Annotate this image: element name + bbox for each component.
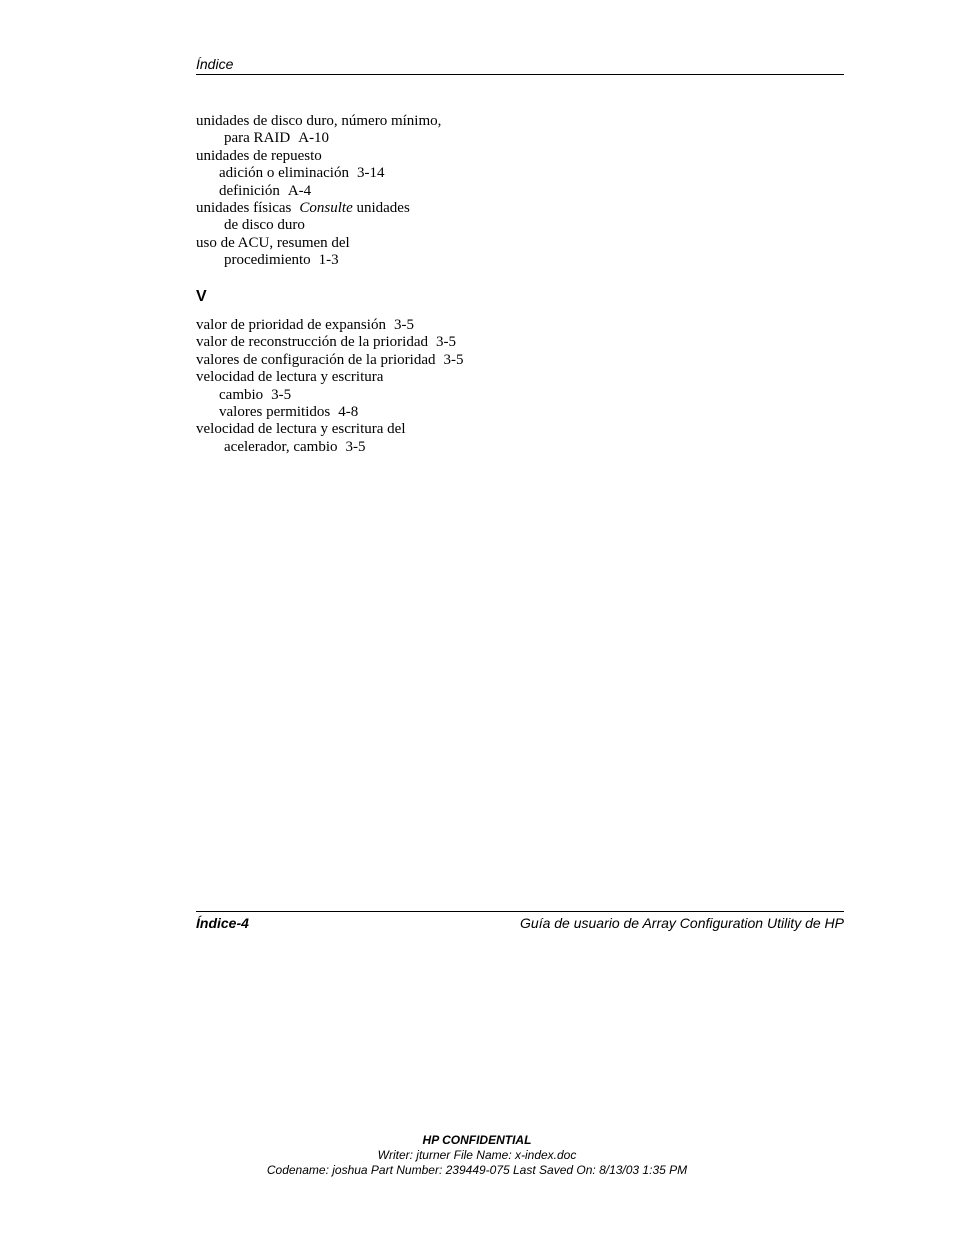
page-reference: 3-14 xyxy=(356,165,385,182)
entry-text: unidades de repuesto xyxy=(196,147,322,164)
footer-rule xyxy=(196,911,844,912)
index-entry xyxy=(196,352,464,369)
entry-text: procedimiento xyxy=(224,252,311,269)
entry-text: uso de ACU, resumen del xyxy=(196,234,350,251)
footer-guide-title: Guía de usuario de Array Configuration Utility de HP xyxy=(520,915,844,931)
index-entry xyxy=(196,369,464,386)
index-subentry xyxy=(196,404,464,421)
index-subentry xyxy=(196,165,441,182)
entry-text: velocidad de lectura y escritura del xyxy=(196,421,406,438)
entry-text: valor de reconstrucción de la prioridad xyxy=(196,334,428,351)
section-letter-v: V xyxy=(196,288,207,305)
page-reference: 4-8 xyxy=(338,404,359,421)
page-reference: 3-5 xyxy=(436,334,456,351)
entry-text: para RAID xyxy=(224,130,291,147)
index-entry xyxy=(196,235,441,252)
page-reference: 3-5 xyxy=(271,386,292,403)
index-entry-continuation xyxy=(196,439,464,456)
confidential-writer-line: Writer: jturner File Name: x-index.doc xyxy=(377,1148,577,1162)
entry-text: acelerador, cambio xyxy=(224,438,338,455)
index-entry xyxy=(196,148,441,165)
index-entry-continuation xyxy=(196,217,441,234)
entry-text: velocidad de lectura y escritura xyxy=(196,369,384,386)
index-entry-continuation xyxy=(196,130,441,147)
index-entry xyxy=(196,421,464,438)
page-reference: A-10 xyxy=(298,130,330,147)
entry-text: valor de prioridad de expansión xyxy=(196,317,386,333)
entry-text: cambio xyxy=(219,386,264,403)
index-entry xyxy=(196,113,441,130)
confidential-codename-line: Codename: joshua Part Number: 239449-075 Last Saved On: 8/13/03 1:35 PM xyxy=(266,1163,688,1177)
page-reference: 3-5 xyxy=(443,351,464,368)
index-entry xyxy=(196,317,464,334)
index-entry xyxy=(196,200,441,217)
page-reference: A-4 xyxy=(287,182,312,199)
index-entry xyxy=(196,334,464,351)
confidential-notice xyxy=(0,1133,954,1178)
confidential-title: HP CONFIDENTIAL xyxy=(422,1133,532,1147)
index-subentry xyxy=(196,387,464,404)
entry-text: valores permitidos xyxy=(219,404,331,421)
footer-page-label: Índice-4 xyxy=(196,915,249,931)
see-target: unidades xyxy=(356,200,410,217)
entry-text: valores de configuración de la prioridad xyxy=(196,351,436,368)
running-header-title: Índice xyxy=(196,56,234,72)
index-subentry xyxy=(196,183,441,200)
index-section-u xyxy=(196,113,441,270)
entry-text: definición xyxy=(219,182,280,199)
entry-text: unidades físicas xyxy=(196,200,292,217)
see-reference: Consulte xyxy=(299,200,353,217)
index-entry-continuation xyxy=(196,252,441,269)
entry-text: adición o eliminación xyxy=(219,165,349,182)
entry-text: unidades de disco duro, número mínimo, xyxy=(196,113,442,129)
page-reference: 3-5 xyxy=(345,438,366,455)
page-reference: 1-3 xyxy=(318,252,339,269)
entry-text: de disco duro xyxy=(224,217,305,234)
page-reference: 3-5 xyxy=(393,317,414,333)
header-rule xyxy=(196,74,844,75)
index-section-v xyxy=(196,317,464,456)
